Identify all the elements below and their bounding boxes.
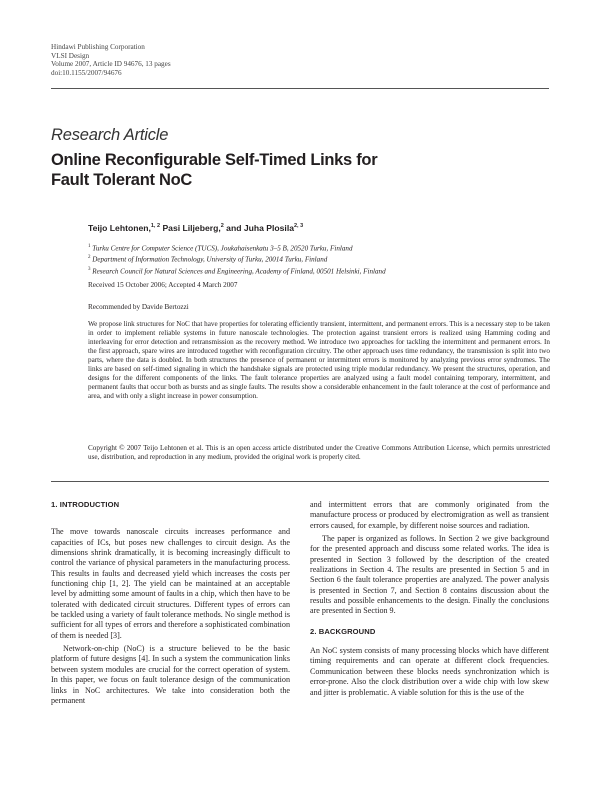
- author-2: Pasi Liljeberg,: [162, 223, 221, 233]
- right-column: [310, 500, 549, 698]
- author-conjunction: and: [226, 223, 242, 233]
- copyright-notice: Copyright © 2007 Teijo Lehtonen et al. This is an open access article distributed under the Creative Commons Attribution License, which permits unrestricted use, distribution, and reproduction in any medium, provided the original work is properly cited.: [88, 444, 550, 462]
- journal-info: [51, 43, 171, 78]
- author-list: [88, 223, 303, 233]
- affiliation-1: [88, 242, 386, 253]
- background-heading: 2. BACKGROUND: [310, 626, 376, 636]
- introduction-heading: 1. INTRODUCTION: [51, 500, 120, 509]
- author-1-affil: 1, 2: [150, 223, 161, 230]
- affiliation-2: [88, 253, 386, 264]
- affiliation-3: [88, 265, 386, 276]
- title-line-1: Online Reconfigurable Self-Timed Links for: [51, 151, 378, 169]
- publisher: Hindawi Publishing Corporation: [51, 43, 145, 51]
- intro-paragraph-1: The move towards nanoscale circuits increases performance and capacities of ICs, but poses new challenges to circuit design. As the dimensions shrink dramatically, it is becoming increasingly difficult to control the variance of physical parameters in the manufacturing process. This results in faults and decreased yield which increases the costs per functioning chip [1, 2]. The yield can be maintained at an acceptable level by admitting some amount of faults in a chip, which then have to be tolerated with dedicated circuit structures. Different types of errors can be tackled using a variety of fault tolerance methods. No single method is sufficient for all types of errors and therefore a sophisticated combination of them is needed [3].: [51, 527, 290, 640]
- author-1: Teijo Lehtonen,: [88, 223, 151, 233]
- affiliation-2-text: Department of Information Technology, University of Turku, 20014 Turku, Finland: [92, 255, 328, 264]
- title-line-2: Fault Tolerant NoC: [51, 171, 192, 189]
- affiliations: [88, 242, 386, 276]
- abstract: We propose link structures for NoC that have properties for tolerating efficiently transient, intermittent, and permanent errors. This is a necessary step to be taken in order to implement reliable systems in future nanoscale technologies. The protection against transient errors is realized using Hamming coding and interleaving for error detection and retransmission as the recovery method. We introduce two approaches for tackling the intermittent and permanent errors. In the first approach, spare wires are introduced together with reconfiguration circuitry. The other approach uses time redundancy, the transmission is split into two parts, where the data is doubled. In both structures the presence of permanent or intermittent errors is monitored by analyzing previous error syndromes. The links are based on self-timed signaling in which the handshake signals are protected using triple modular redundancy. We present the structures, operation, and designs for the different components of the links. The fault tolerance properties are analyzed using a fault model containing temporary, intermittent, and permanent faults that occur both as bursts and as single faults. The results show a considerable enhancement in the fault tolerance at the cost of performance and area, and with only a slight increase in power consumption.: [88, 320, 550, 401]
- article-type: Research Article: [51, 126, 169, 144]
- journal-doi: doi:10.1155/2007/94676: [51, 69, 122, 78]
- author-3: Juha Plosila: [243, 223, 294, 233]
- intro-paragraph-3: and intermittent errors that are commonly originated from the manufacture process or produced by electromigration as well as transient errors caused, for example, by different noise sources and radiation.: [310, 500, 549, 530]
- paper-title: [51, 150, 471, 190]
- background-paragraph-1: An NoC system consists of many processing blocks which have different timing requirements and can operate at different clock frequencies. Communication between these blocks needs synchronization which is error-prone. Also the clock distribution over a wide chip with low skew and jitter is problematic. A viable solution for this is the use of the: [310, 646, 549, 697]
- affiliation-3-text: Research Council for Natural Sciences and Engineering, Academy of Finland, 00501 Helsinki, Finland: [92, 267, 386, 276]
- received-accepted-dates: Received 15 October 2006; Accepted 4 March 2007: [88, 281, 238, 289]
- journal-name: VLSI Design: [51, 51, 90, 60]
- affiliation-1-num: 1: [88, 244, 91, 249]
- author-2-affil: 2: [220, 223, 224, 230]
- affiliation-2-num: 2: [88, 255, 91, 261]
- intro-paragraph-2: Network-on-chip (NoC) is a structure believed to be the basic platform of future designs [4]. In such a system the communication links between system modules are crucial for the correct operation of system. In this paper, we focus on fault tolerance design of the communication links in NoC architectures. We take into consideration both the permanent: [51, 644, 290, 705]
- author-3-affil: 2, 3: [294, 223, 304, 230]
- affiliation-1-text: Turku Centre for Computer Science (TUCS), Joukahaisenkatu 3–5 B, 20520 Turku, Finland: [92, 244, 353, 253]
- intro-paragraph-4: The paper is organized as follows. In Section 2 we give background for the presented approach and discuss some related works. The idea is presented in Section 3 followed by the description of the created realizations in Section 4. The results are presented in Section 5 and in Section 6 the fault tolerance properties are analyzed. The power analysis is presented in Section 7, and Section 8 contains discussion about the results and possible enhancements to the design. Finally the conclusions are presented in Section 9.: [310, 534, 549, 616]
- journal-volume: Volume 2007, Article ID 94676, 13 pages: [51, 60, 171, 69]
- header-rule: [51, 88, 549, 89]
- body-rule: [51, 481, 549, 482]
- left-column: [51, 500, 290, 706]
- affiliation-3-num: 3: [88, 266, 91, 272]
- recommended-by: Recommended by Davide Bertozzi: [88, 303, 189, 311]
